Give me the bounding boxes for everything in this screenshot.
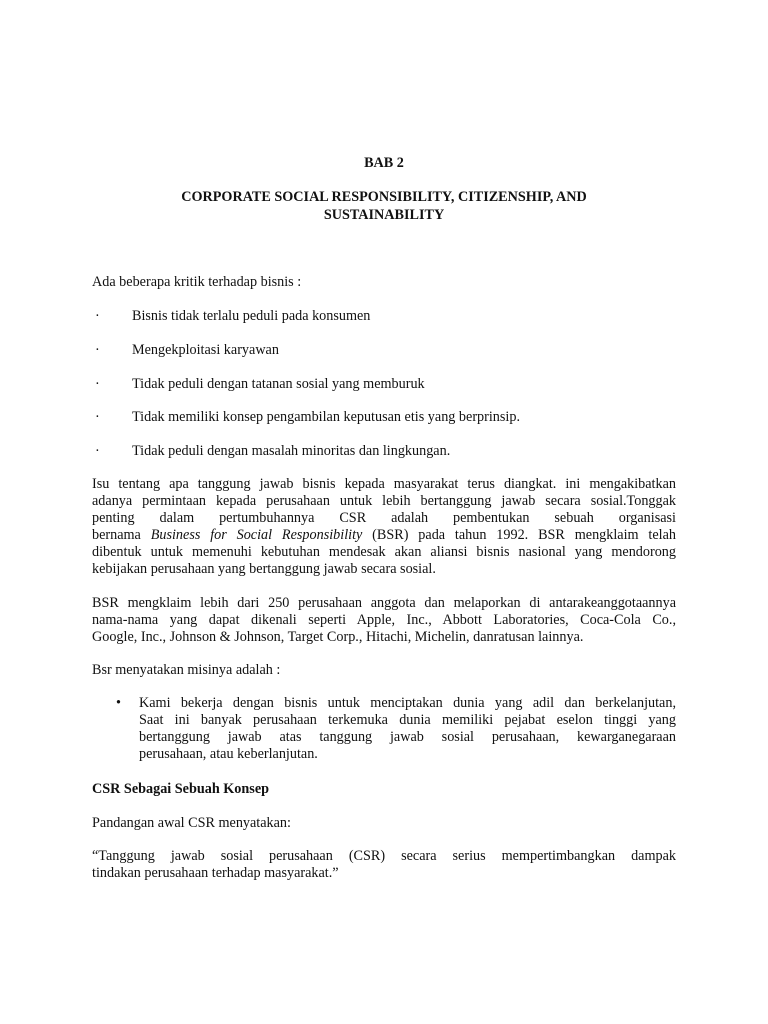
paragraph-text: bernama: [92, 527, 151, 543]
paragraph-line: “Tanggung jawab sosial perusahaan (CSR) secara serius mempertimbangkan dampak: [92, 848, 676, 864]
paragraph-line: Isu tentang apa tanggung jawab bisnis kepada masyarakat terus diangkat. ini mengakibatkan: [92, 476, 676, 492]
chapter-title-line-1: CORPORATE SOCIAL RESPONSIBILITY, CITIZENSHIP, AND: [181, 189, 587, 205]
quote-paragraph: [92, 848, 676, 882]
paragraph-line: perusahaan, atau keberlanjutan.: [139, 746, 318, 762]
list-bullet: ·: [95, 376, 100, 392]
paragraph-line: Kami bekerja dengan bisnis untuk menciptakan dunia yang adil dan berkelanjutan,: [139, 695, 676, 711]
paragraph-csr-history: [92, 476, 676, 578]
paragraph-line: Google, Inc., Johnson & Johnson, Target Corp., Hitachi, Michelin, danratusan lainnya.: [92, 629, 584, 645]
view-intro: Pandangan awal CSR menyatakan:: [92, 815, 291, 831]
organization-name: Business for Social Responsibility: [150, 527, 363, 543]
paragraph-line: adanya permintaan kepada perusahaan untuk lebih bertanggung jawab secara sosial.Tonggak: [92, 493, 676, 509]
paragraph-line: [92, 527, 676, 544]
chapter-title-line-2: SUSTAINABILITY: [323, 207, 445, 223]
paragraph-bsr-members: [92, 595, 676, 646]
paragraph-line: nama-nama yang dapat dikenali seperti Apple, Inc., Abbott Laboratories, Coca-Cola Co.,: [92, 612, 676, 628]
list-bullet: ·: [95, 342, 100, 358]
paragraph-line: Saat ini banyak perusahaan terkemuka dunia memiliki pejabat eselon tinggi yang: [139, 712, 676, 728]
chapter-label: BAB 2: [364, 155, 404, 171]
list-item: Tidak memiliki konsep pengambilan keputusan etis yang berprinsip.: [132, 409, 521, 425]
paragraph-line: bertanggung jawab atas tanggung jawab sosial perusahaan, kewarganegaraan: [139, 729, 676, 745]
section-heading: CSR Sebagai Sebuah Konsep: [92, 781, 270, 797]
paragraph-line: BSR mengklaim lebih dari 250 perusahaan anggota dan melaporkan di antarakeanggotaannya: [92, 595, 676, 611]
chapter-title: [150, 188, 618, 224]
list-item: Mengekploitasi karyawan: [132, 342, 279, 358]
list-bullet: ·: [95, 409, 100, 425]
paragraph-line: kebijakan perusahaan yang bertanggung jawab secara sosial.: [92, 561, 436, 577]
paragraph-line: penting dalam pertumbuhannya CSR adalah pembentukan sebuah organisasi: [92, 510, 676, 526]
paragraph-line: tindakan perusahaan terhadap masyarakat.”: [92, 865, 339, 881]
mission-intro: Bsr menyatakan misinya adalah :: [92, 662, 281, 678]
list-item: Tidak peduli dengan tatanan sosial yang memburuk: [132, 376, 425, 392]
list-item: Tidak peduli dengan masalah minoritas dan lingkungan.: [132, 443, 451, 459]
paragraph-line: dibentuk untuk memenuhi kebutuhan mendesak akan aliansi bisnis nasional yang mendorong: [92, 544, 676, 560]
list-item: Bisnis tidak terlalu peduli pada konsumen: [132, 308, 371, 324]
mission-statement: [139, 695, 676, 763]
list-bullet: ·: [95, 308, 100, 324]
critique-intro: Ada beberapa kritik terhadap bisnis :: [92, 274, 302, 290]
mission-bullet: •: [116, 695, 121, 711]
paragraph-text: (BSR) pada tahun 1992. BSR mengklaim telah: [362, 527, 677, 543]
list-bullet: ·: [95, 443, 100, 459]
